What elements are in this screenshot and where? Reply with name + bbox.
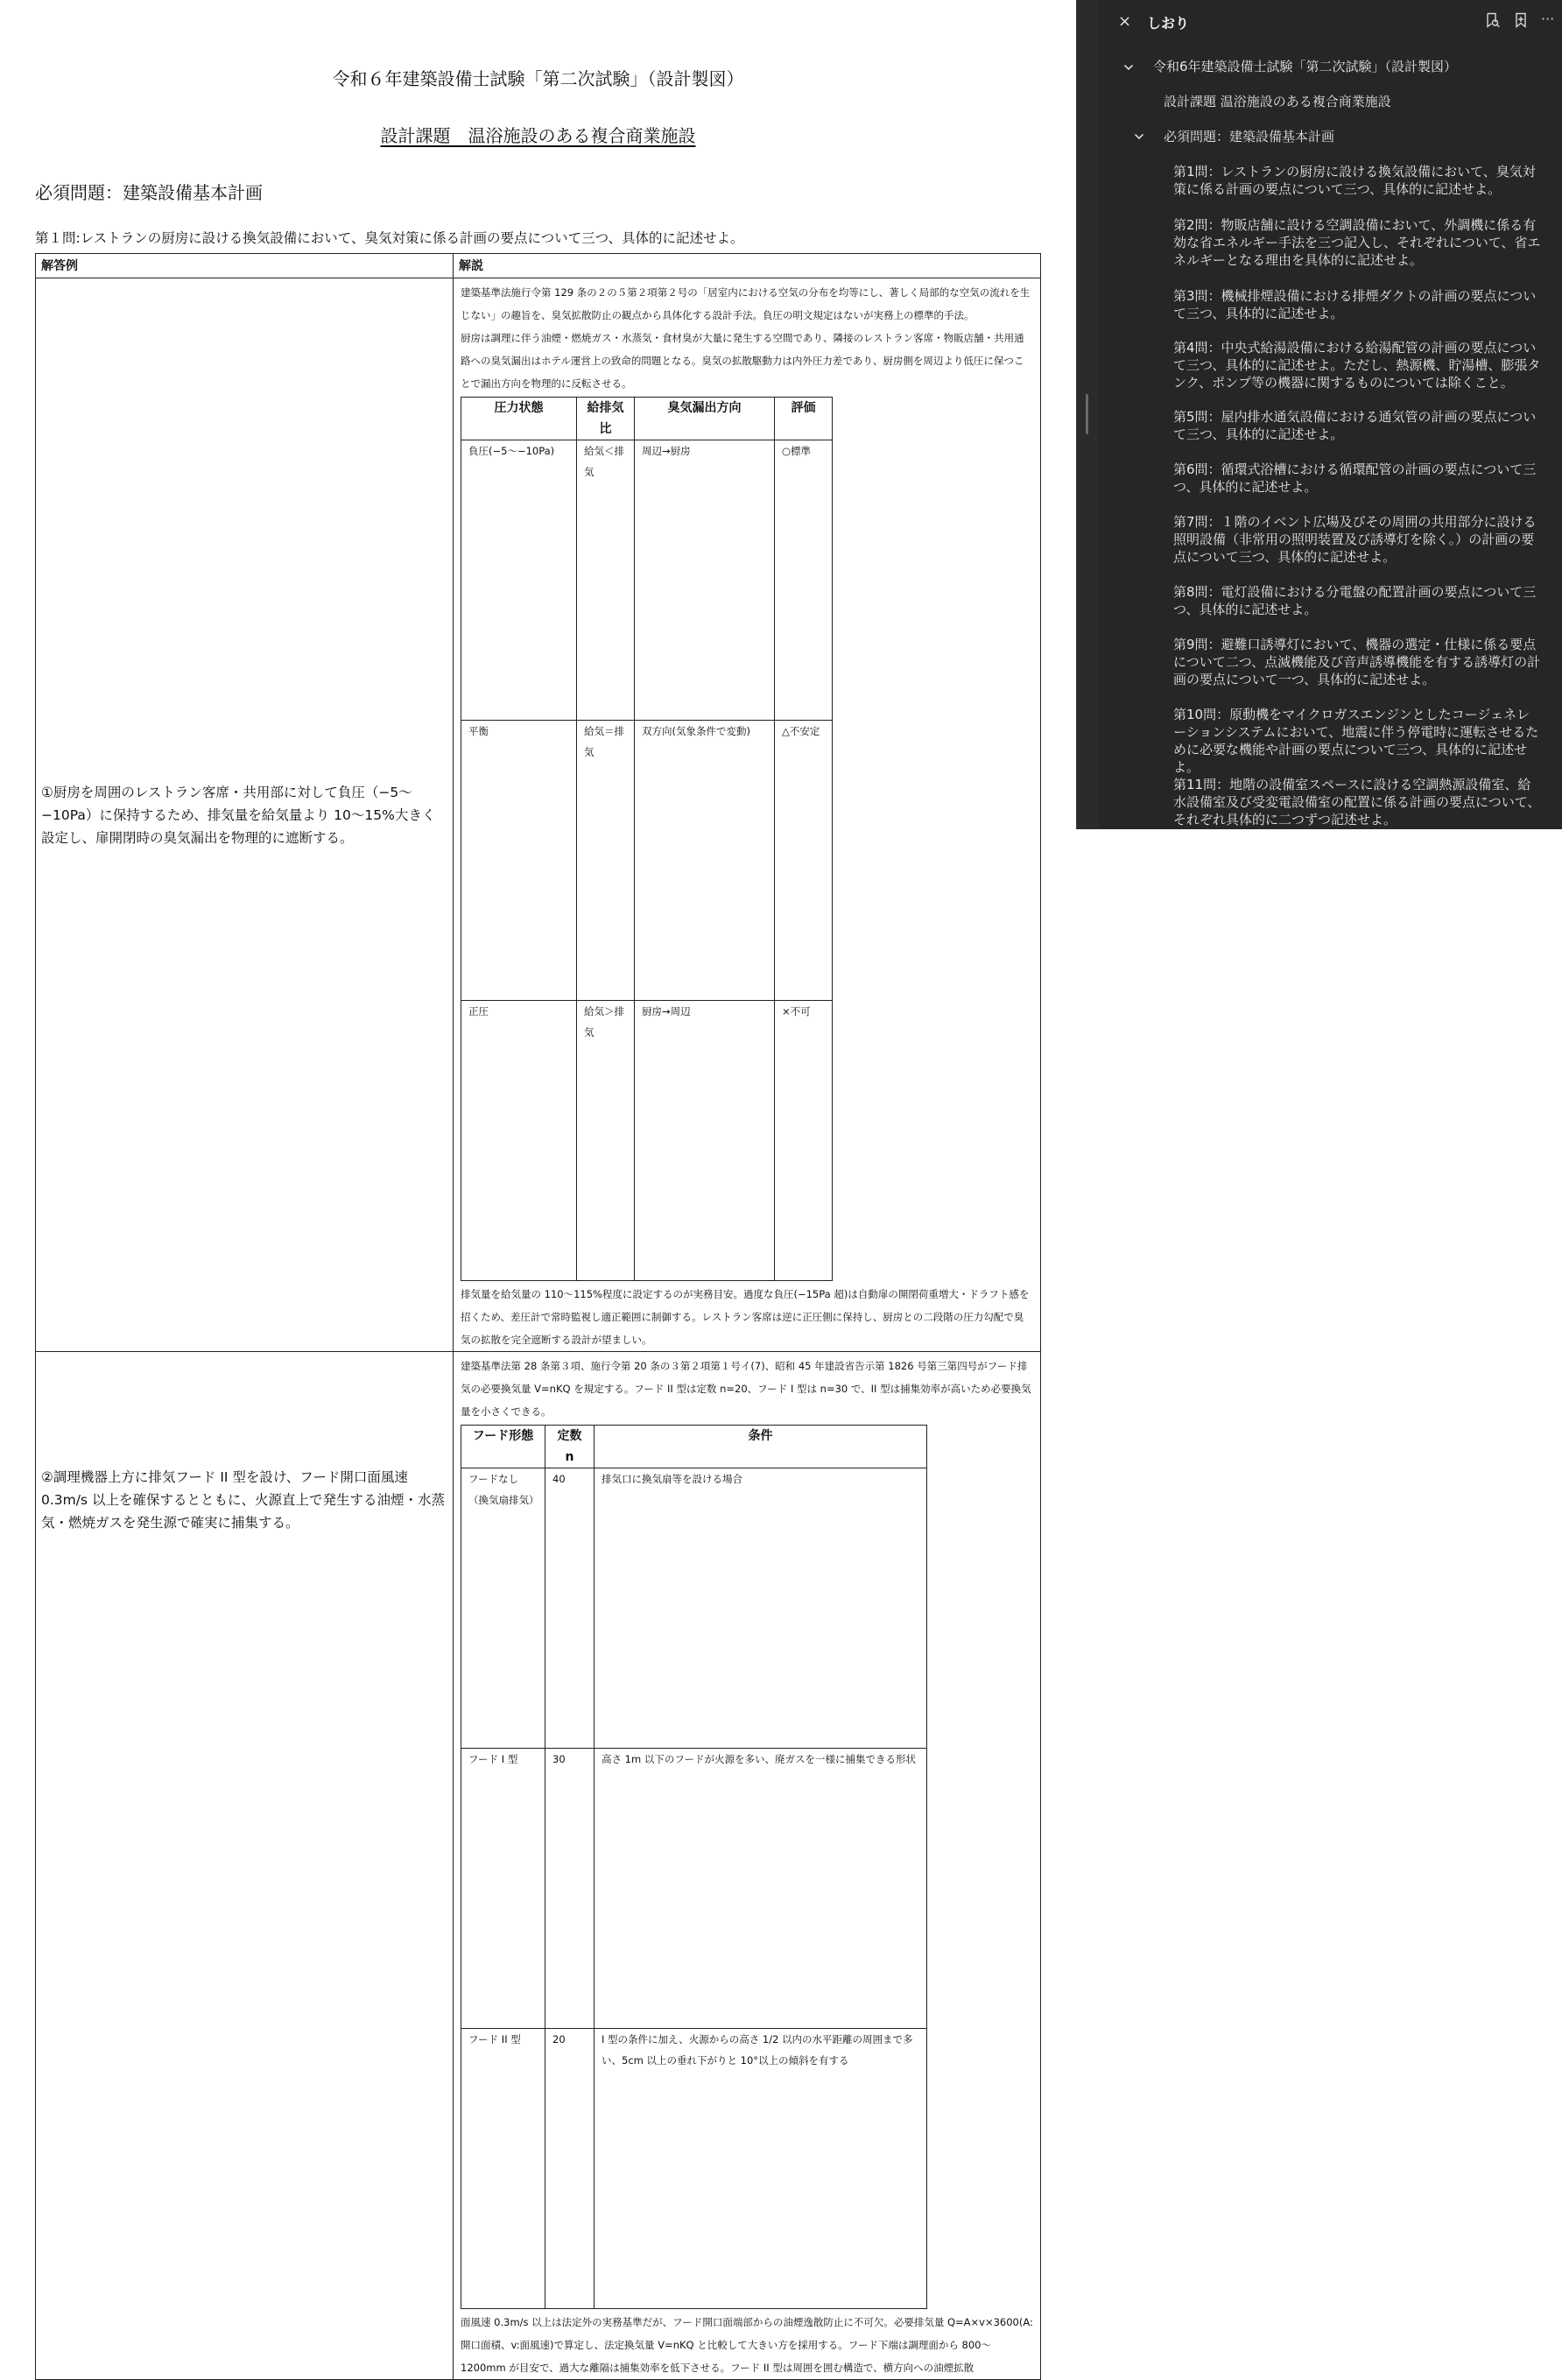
bookmark-question-7[interactable]: 第7問：１階のイベント広場及びその周囲の共用部分に設ける照明設備（非常用の照明装置及び誘導灯を除く。）の計画の要点について三つ、具体的に記述せよ。 (1173, 514, 1537, 565)
bookmark-question-2[interactable]: 第2問：物販店舗に設ける空調設備において、外調機に係る有効な省エネルギー手法を三つ記入し、それぞれについて、省エネルギーとなる理由を具体的に記述せよ。 (1173, 217, 1541, 268)
subtitle-text: 設計課題 温浴施設のある複合商業施設 (380, 125, 696, 146)
table-row (461, 1749, 927, 2029)
table-cell: △不安定 (775, 721, 833, 1001)
table-row (461, 721, 833, 1001)
bookmark-search-icon[interactable] (1485, 12, 1501, 28)
table-row (461, 1468, 927, 1749)
question-1-text: 第１問:レストランの厨房に設ける換気設備において、臭気対策に係る計画の要点について三つ、具体的に記述せよ。 (35, 230, 744, 246)
document-title: 令和６年建築設備士試験「第二次試験」（設計製図） (332, 68, 744, 89)
answer-2-text: ②調理機器上方に排気フード II 型を設け、フード開口面風速 0.3m/s 以上を確保するとともに、火源直上で発生する油煙・水蒸気・燃焼ガスを発生源で確実に捕集する。 (36, 1352, 454, 2380)
table-cell: 給気＝排気 (577, 721, 635, 1001)
add-bookmark-icon[interactable] (1513, 12, 1529, 28)
more-options-icon[interactable]: ··· (1541, 11, 1555, 27)
table-cell: 周辺→厨房 (635, 440, 775, 721)
table-cell: 給気＜排気 (577, 440, 635, 721)
bookmark-design-task[interactable]: 設計課題 温浴施設のある複合商業施設 (1164, 94, 1391, 109)
explanation-1-p1: 建築基準法施行令第 129 条の２の５第２項第２号の「居室内における空気の分布を均等にし、著しく局部的な空気の流れを生じない」の趣旨を、臭気拡散防止の観点から具体化する設計手法。負圧の明文規定はないが実務上の標準的手法。 (461, 286, 1031, 321)
bookmark-question-10[interactable]: 第10問：原動機をマイクロガスエンジンとしたコージェネレーションシステムにおいて、地震に伴う停電時に運転させるために必要な機能や計画の要点について三つ、具体的に記述せよ。 (1173, 707, 1539, 775)
bookmark-question-1[interactable]: 第1問：レストランの厨房に設ける換気設備において、臭気対策に係る計画の要点について三つ、具体的に記述せよ。 (1173, 164, 1536, 197)
pressure-col-ratio: 給排気比 (577, 398, 635, 440)
table-cell: ×不可 (775, 1001, 833, 1281)
bookmark-question-3[interactable]: 第3問：機械排煙設備における排煙ダクトの計画の要点について三つ、具体的に記述せよ。 (1173, 288, 1537, 321)
table-cell: 20 (545, 2029, 595, 2309)
pressure-table (461, 397, 833, 1281)
table-cell: 40 (545, 1468, 595, 1749)
bookmark-root[interactable]: 令和6年建築設備士試験「第二次試験」（設計製図） (1153, 59, 1458, 74)
bookmarks-panel (1099, 0, 1562, 829)
table-cell: 正圧 (461, 1001, 577, 1281)
section-title: 必須問題：建築設備基本計画 (35, 182, 263, 203)
explanation-1 (454, 278, 1041, 1352)
close-panel-button[interactable]: × (1118, 12, 1132, 31)
table-cell: I 型の条件に加え、火源からの高さ 1/2 以内の水平距離の周囲まで多い、5cm 以上の垂れ下がりと 10°以上の傾斜を有する (595, 2029, 927, 2309)
hood-col-constant: 定数 n (545, 1426, 595, 1468)
bookmark-question-11[interactable]: 第11問：地階の設備室スペースに設ける空調熱源設備室、給水設備室及び受変電設備室の配置に係る計画の要点について、それぞれ具体的に二つずつ記述せよ。 (1173, 777, 1541, 827)
explanation-2-p2: 面風速 0.3m/s 以上は法定外の実務基準だが、フード開口面端部からの油煙逸散防止に不可欠。必要排気量 Q=A×v×3600(A:開口面積、v:面風速)で算定し、法定換気量 V=nKQ と比較して大きい方を採用する。フード下端は調理面から 800〜1200mm が目安で、過大な離隔は捕集効率を低下させる。フード II 型は周囲を囲む構造で、横方向への油煙拡散 (461, 2316, 1033, 2374)
table-cell: 厨房→周辺 (635, 1001, 775, 1281)
answer-row-2 (36, 1352, 1041, 2380)
table-row (461, 2029, 927, 2309)
table-cell: 高さ 1m 以下のフードが火源を多い、廃ガスを一様に捕集できる形状 (595, 1749, 927, 2029)
chevron-down-icon[interactable] (1133, 130, 1145, 142)
answer-table-header-row (36, 254, 1041, 278)
answer-1-text: ①厨房を周囲のレストラン客席・共用部に対して負圧（−5〜−10Pa）に保持するため、排気量を給気量より 10〜15%大きく設定し、扉開閉時の臭気漏出を物理的に遮断する。 (36, 278, 454, 1352)
bookmark-question-9[interactable]: 第9問：避難口誘導灯において、機器の選定・仕様に係る要点について二つ、点滅機能及び音声誘導機能を有する誘導灯の計画の要点について一つ、具体的に記述せよ。 (1173, 637, 1541, 687)
bookmark-question-5[interactable]: 第5問：屋内排水通気設備における通気管の計画の要点について三つ、具体的に記述せよ。 (1173, 409, 1537, 442)
table-cell: ○標準 (775, 440, 833, 721)
table-cell: 平衡 (461, 721, 577, 1001)
hood-table (461, 1425, 927, 2309)
table-cell: 30 (545, 1749, 595, 2029)
pressure-col-direction: 臭気漏出方向 (635, 398, 775, 440)
document-subtitle (0, 122, 1076, 147)
table-cell: フード II 型 (461, 2029, 545, 2309)
table-cell: フードなし（換気扇排気） (461, 1468, 545, 1749)
table-cell: 排気口に換気扇等を設ける場合 (595, 1468, 927, 1749)
table-cell: 双方向(気象条件で変動) (635, 721, 775, 1001)
splitter-grip[interactable] (1086, 394, 1088, 434)
bookmark-question-8[interactable]: 第8問：電灯設備における分電盤の配置計画の要点について三つ、具体的に記述せよ。 (1173, 584, 1537, 617)
table-row (461, 440, 833, 721)
panel-title: しおり (1147, 15, 1190, 32)
panel-header (1099, 0, 1562, 46)
bookmark-required-section[interactable]: 必須問題：建築設備基本計画 (1164, 129, 1335, 144)
header-answer-example: 解答例 (36, 254, 454, 278)
chevron-down-icon[interactable] (1122, 60, 1135, 73)
panel-splitter[interactable] (1076, 0, 1099, 829)
answer-row-1 (36, 278, 1041, 1352)
pressure-table-header (461, 398, 833, 440)
table-cell: 給気＞排気 (577, 1001, 635, 1281)
explanation-1-p3: 排気量を給気量の 110〜115%程度に設定するのが実務目安。過度な負圧(−15Pa 超)は自動扉の開閉荷重増大・ドラフト感を招くため、差圧計で常時監視し適正範囲に制御する。レストラン客席は逆に正圧側に保持し、厨房との二段階の圧力勾配で臭気の拡散を完全遮断する設計が望ましい。 (461, 1288, 1030, 1346)
hood-col-condition: 条件 (595, 1426, 927, 1468)
pressure-col-rating: 評価 (775, 398, 833, 440)
bookmark-question-6[interactable]: 第6問：循環式浴槽における循環配管の計画の要点について三つ、具体的に記述せよ。 (1173, 461, 1537, 495)
explanation-1-p2: 厨房は調理に伴う油煙・燃焼ガス・水蒸気・食材臭が大量に発生する空間であり、隣接のレストラン客席・物販店舗・共用通路への臭気漏出はホテル運営上の致命的問題となる。臭気の拡散駆動力は内外圧力差であり、厨房側を周辺より低圧に保つことで漏出方向を物理的に反転させる。 (461, 332, 1024, 390)
table-row (461, 1001, 833, 1281)
header-explanation: 解説 (454, 254, 1041, 278)
answer-table (35, 253, 1041, 2380)
pressure-col-state: 圧力状態 (461, 398, 577, 440)
explanation-2 (454, 1352, 1041, 2380)
table-cell: フード I 型 (461, 1749, 545, 2029)
hood-col-type: フード形態 (461, 1426, 545, 1468)
bookmark-question-4[interactable]: 第4問：中央式給湯設備における給湯配管の計画の要点について三つ、具体的に記述せよ。ただし、熱源機、貯湯槽、膨張タンク、ポンプ等の機器に関するものについては除くこと。 (1173, 340, 1541, 391)
hood-table-header (461, 1426, 927, 1468)
explanation-2-p1: 建築基準法第 28 条第３項、施行令第 20 条の３第２項第１号イ(7)、昭和 45 年建設省告示第 1826 号第三第四号がフード排気の必要換気量 V=nKQ を規定する。フード II 型は定数 n=20、フード I 型は n=30 で、II 型は捕集効率が高いため必要換気量を小さくできる。 (461, 1360, 1031, 1418)
table-cell: 負圧(−5〜−10Pa) (461, 440, 577, 721)
